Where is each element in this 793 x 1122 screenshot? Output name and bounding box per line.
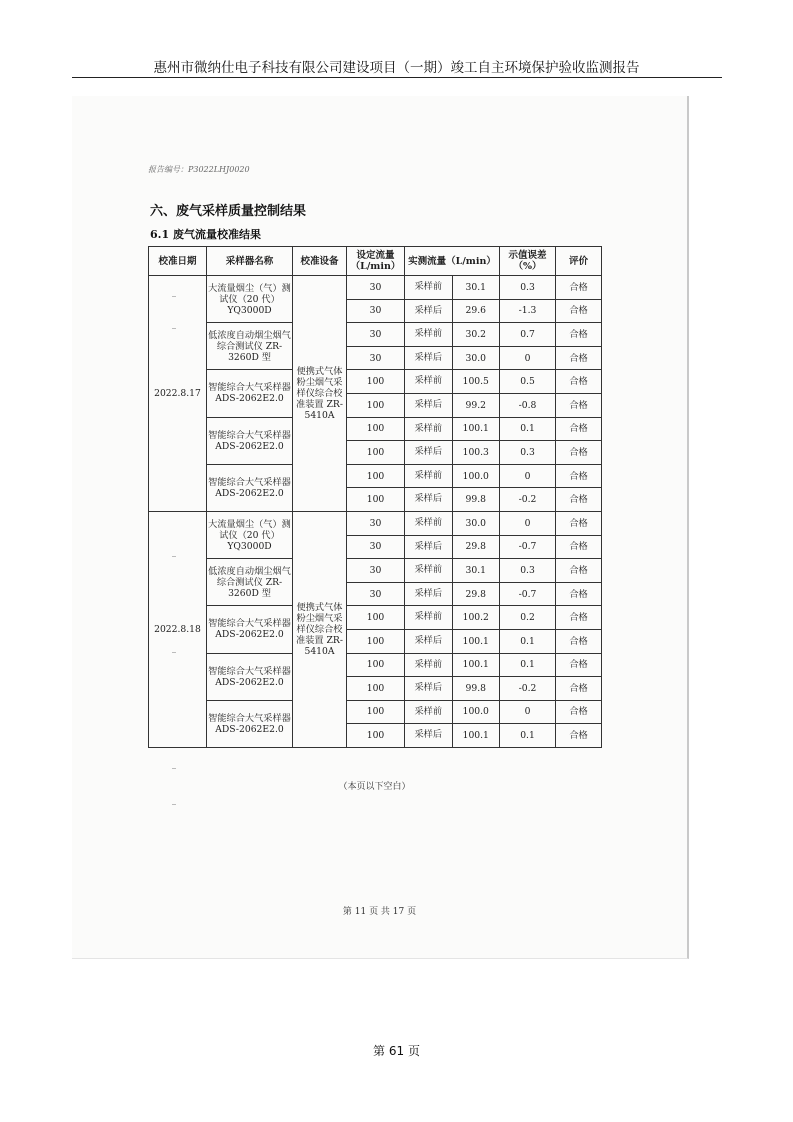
sampler-name-cell: 大流量烟尘（气）测试仪（20 代）YQ3000D [207, 276, 293, 323]
evaluation-cell: 合格 [556, 323, 602, 347]
sampler-name-cell: 智能综合大气采样器 ADS-2062E2.0 [207, 653, 293, 700]
set-flow-cell: 100 [347, 370, 405, 394]
sampling-phase: 采样前 [405, 606, 453, 629]
sampling-phase: 采样前 [405, 323, 453, 346]
set-flow-cell: 30 [347, 299, 405, 323]
measured-flow-value: 100.1 [462, 730, 489, 742]
table-row [149, 370, 602, 394]
measured-flow-cell [405, 370, 500, 394]
sampling-phase: 采样后 [405, 300, 453, 323]
measured-flow-cell [405, 346, 500, 370]
table-row [149, 511, 602, 535]
sampling-phase: 采样后 [405, 536, 453, 559]
sampler-name-cell: 大流量烟尘（气）测试仪（20 代）YQ3000D [207, 511, 293, 558]
evaluation-cell: 合格 [556, 346, 602, 370]
set-flow-cell: 30 [347, 276, 405, 300]
measured-flow-wrap [405, 347, 499, 370]
indication-error-cell: -0.8 [500, 393, 556, 417]
indication-error-cell: -1.3 [500, 299, 556, 323]
evaluation-cell: 合格 [556, 653, 602, 677]
sampler-name-cell: 低浓度自动烟尘烟气综合测试仪 ZR-3260D 型 [207, 559, 293, 606]
measured-flow-value: 29.8 [465, 541, 486, 553]
sampling-phase: 采样前 [405, 370, 453, 393]
measured-flow-value: 100.1 [462, 635, 489, 647]
measured-flow-wrap [405, 536, 499, 559]
measured-flow-wrap [405, 512, 499, 535]
measured-flow-cell [405, 323, 500, 347]
column-header: 校准设备 [293, 247, 347, 276]
calibration-date-cell: 2022.8.18 [149, 511, 207, 747]
measured-flow-value: 100.0 [462, 706, 489, 718]
measured-flow-value: 30.1 [465, 564, 486, 576]
scanned-page [72, 96, 689, 959]
column-header: 实测流量（L/min） [405, 247, 500, 276]
table-row [149, 464, 602, 488]
measured-flow-value: 100.2 [462, 612, 489, 624]
header-divider [72, 77, 722, 78]
measured-flow-value: 99.8 [465, 494, 486, 506]
table-row [149, 276, 602, 300]
indication-error-cell: 0 [500, 464, 556, 488]
measured-flow-wrap [405, 559, 499, 582]
sampler-name-cell: 智能综合大气采样器 ADS-2062E2.0 [207, 370, 293, 417]
set-flow-cell: 100 [347, 677, 405, 701]
indication-error-cell: 0.7 [500, 323, 556, 347]
evaluation-cell: 合格 [556, 370, 602, 394]
evaluation-cell: 合格 [556, 393, 602, 417]
report-number: 报告编号：P3022LHJ0020 [148, 165, 250, 174]
measured-flow-cell [405, 511, 500, 535]
measured-flow-cell [405, 464, 500, 488]
measured-flow-value: 29.8 [465, 588, 486, 600]
measured-flow-wrap [405, 677, 499, 700]
set-flow-cell: 100 [347, 653, 405, 677]
sampling-phase: 采样前 [405, 559, 453, 582]
set-flow-cell: 30 [347, 323, 405, 347]
sampling-phase: 采样前 [405, 654, 453, 677]
column-header: 示值误差（%） [500, 247, 556, 276]
measured-flow-value: 30.1 [465, 281, 486, 293]
indication-error-cell: 0.2 [500, 606, 556, 630]
table-title: 6.1 废气流量校准结果 [150, 228, 261, 241]
measured-flow-cell [405, 417, 500, 441]
indication-error-cell: -0.7 [500, 535, 556, 559]
sampling-phase: 采样前 [405, 276, 453, 299]
measured-flow-cell [405, 653, 500, 677]
sampling-phase: 采样后 [405, 441, 453, 464]
column-header: 校准日期 [149, 247, 207, 276]
measured-flow-cell [405, 488, 500, 512]
evaluation-cell: 合格 [556, 700, 602, 724]
measured-flow-wrap [405, 276, 499, 299]
measured-flow-wrap [405, 418, 499, 441]
sampling-phase: 采样前 [405, 512, 453, 535]
evaluation-cell: 合格 [556, 724, 602, 748]
measured-flow-wrap [405, 370, 499, 393]
sampler-name-cell: 智能综合大气采样器 ADS-2062E2.0 [207, 417, 293, 464]
measured-flow-value: 100.1 [462, 423, 489, 435]
measured-flow-wrap [405, 701, 499, 724]
blank-note: （本页以下空白） [338, 782, 411, 792]
indication-error-cell: 0.1 [500, 417, 556, 441]
set-flow-cell: 100 [347, 417, 405, 441]
measured-flow-cell [405, 535, 500, 559]
indication-error-cell: 0.3 [500, 276, 556, 300]
measured-flow-wrap [405, 465, 499, 488]
indication-error-cell: -0.2 [500, 488, 556, 512]
calibration-date-cell: 2022.8.17 [149, 276, 207, 512]
table-row [149, 653, 602, 677]
evaluation-cell: 合格 [556, 441, 602, 465]
measured-flow-wrap [405, 300, 499, 323]
measured-flow-cell [405, 276, 500, 300]
set-flow-cell: 100 [347, 441, 405, 465]
table-row [149, 606, 602, 630]
set-flow-cell: 30 [347, 582, 405, 606]
column-header: 设定流量（L/min） [347, 247, 405, 276]
sampling-phase: 采样前 [405, 418, 453, 441]
sampler-name-cell: 低浓度自动烟尘烟气综合测试仪 ZR-3260D 型 [207, 323, 293, 370]
set-flow-cell: 30 [347, 511, 405, 535]
evaluation-cell: 合格 [556, 488, 602, 512]
calibration-device-cell: 便携式气体粉尘烟气采样仪综合校准装置 ZR-5410A [293, 511, 347, 747]
indication-error-cell: 0 [500, 700, 556, 724]
indication-error-cell: 0.1 [500, 724, 556, 748]
sampling-phase: 采样后 [405, 488, 453, 511]
column-header: 评价 [556, 247, 602, 276]
indication-error-cell: 0.5 [500, 370, 556, 394]
measured-flow-cell [405, 700, 500, 724]
indication-error-cell: 0.1 [500, 653, 556, 677]
evaluation-cell: 合格 [556, 276, 602, 300]
measured-flow-cell [405, 441, 500, 465]
indication-error-cell: 0.3 [500, 441, 556, 465]
measured-flow-cell [405, 724, 500, 748]
sampler-name-cell: 智能综合大气采样器 ADS-2062E2.0 [207, 606, 293, 653]
sampling-phase: 采样后 [405, 583, 453, 606]
measured-flow-cell [405, 582, 500, 606]
evaluation-cell: 合格 [556, 417, 602, 441]
indication-error-cell: -0.7 [500, 582, 556, 606]
set-flow-cell: 100 [347, 606, 405, 630]
sampling-phase: 采样前 [405, 465, 453, 488]
evaluation-cell: 合格 [556, 677, 602, 701]
set-flow-cell: 100 [347, 700, 405, 724]
sampling-phase: 采样后 [405, 677, 453, 700]
evaluation-cell: 合格 [556, 559, 602, 583]
measured-flow-cell [405, 677, 500, 701]
measured-flow-wrap [405, 606, 499, 629]
evaluation-cell: 合格 [556, 582, 602, 606]
set-flow-cell: 30 [347, 535, 405, 559]
measured-flow-value: 100.3 [462, 446, 489, 458]
sampling-phase: 采样后 [405, 724, 453, 747]
measured-flow-value: 30.2 [465, 328, 486, 340]
evaluation-cell: 合格 [556, 464, 602, 488]
measured-flow-wrap [405, 630, 499, 653]
set-flow-cell: 30 [347, 559, 405, 583]
measured-flow-value: 99.2 [465, 399, 486, 411]
measured-flow-wrap [405, 724, 499, 747]
measured-flow-cell [405, 393, 500, 417]
measured-flow-value: 30.0 [465, 352, 486, 364]
measured-flow-cell [405, 299, 500, 323]
table-header-row [149, 247, 602, 276]
set-flow-cell: 100 [347, 488, 405, 512]
measured-flow-value: 100.5 [462, 376, 489, 388]
evaluation-cell: 合格 [556, 511, 602, 535]
indication-error-cell: 0.3 [500, 559, 556, 583]
set-flow-cell: 100 [347, 724, 405, 748]
sampling-phase: 采样后 [405, 630, 453, 653]
evaluation-cell: 合格 [556, 606, 602, 630]
sampling-phase: 采样后 [405, 394, 453, 417]
measured-flow-value: 29.6 [465, 305, 486, 317]
set-flow-cell: 100 [347, 629, 405, 653]
measured-flow-wrap [405, 488, 499, 511]
column-header: 采样器名称 [207, 247, 293, 276]
set-flow-cell: 30 [347, 346, 405, 370]
report-header-title: 惠州市微纳仕电子科技有限公司建设项目（一期）竣工自主环境保护验收监测报告 [153, 60, 640, 76]
page-number: 第 61 页 [373, 1044, 420, 1058]
sampler-name-cell: 智能综合大气采样器 ADS-2062E2.0 [207, 700, 293, 747]
evaluation-cell: 合格 [556, 299, 602, 323]
evaluation-cell: 合格 [556, 629, 602, 653]
measured-flow-value: 100.1 [462, 659, 489, 671]
measured-flow-wrap [405, 394, 499, 417]
indication-error-cell: -0.2 [500, 677, 556, 701]
sampler-name-cell: 智能综合大气采样器 ADS-2062E2.0 [207, 464, 293, 511]
table-row [149, 323, 602, 347]
inner-page-number: 第 11 页 共 17 页 [342, 907, 417, 917]
evaluation-cell: 合格 [556, 535, 602, 559]
set-flow-cell: 100 [347, 464, 405, 488]
calibration-device-cell: 便携式气体粉尘烟气采样仪综合校准装置 ZR-5410A [293, 276, 347, 512]
measured-flow-value: 99.8 [465, 682, 486, 694]
flow-calibration-table [148, 246, 602, 748]
indication-error-cell: 0 [500, 346, 556, 370]
table-row [149, 559, 602, 583]
table-row [149, 700, 602, 724]
measured-flow-wrap [405, 441, 499, 464]
measured-flow-value: 30.0 [465, 517, 486, 529]
indication-error-cell: 0 [500, 511, 556, 535]
sampling-phase: 采样后 [405, 347, 453, 370]
indication-error-cell: 0.1 [500, 629, 556, 653]
measured-flow-wrap [405, 323, 499, 346]
measured-flow-value: 100.0 [462, 470, 489, 482]
measured-flow-cell [405, 559, 500, 583]
table-row [149, 417, 602, 441]
measured-flow-wrap [405, 654, 499, 677]
measured-flow-cell [405, 606, 500, 630]
measured-flow-cell [405, 629, 500, 653]
measured-flow-wrap [405, 583, 499, 606]
sampling-phase: 采样前 [405, 701, 453, 724]
set-flow-cell: 100 [347, 393, 405, 417]
section-title: 六、废气采样质量控制结果 [150, 204, 307, 219]
